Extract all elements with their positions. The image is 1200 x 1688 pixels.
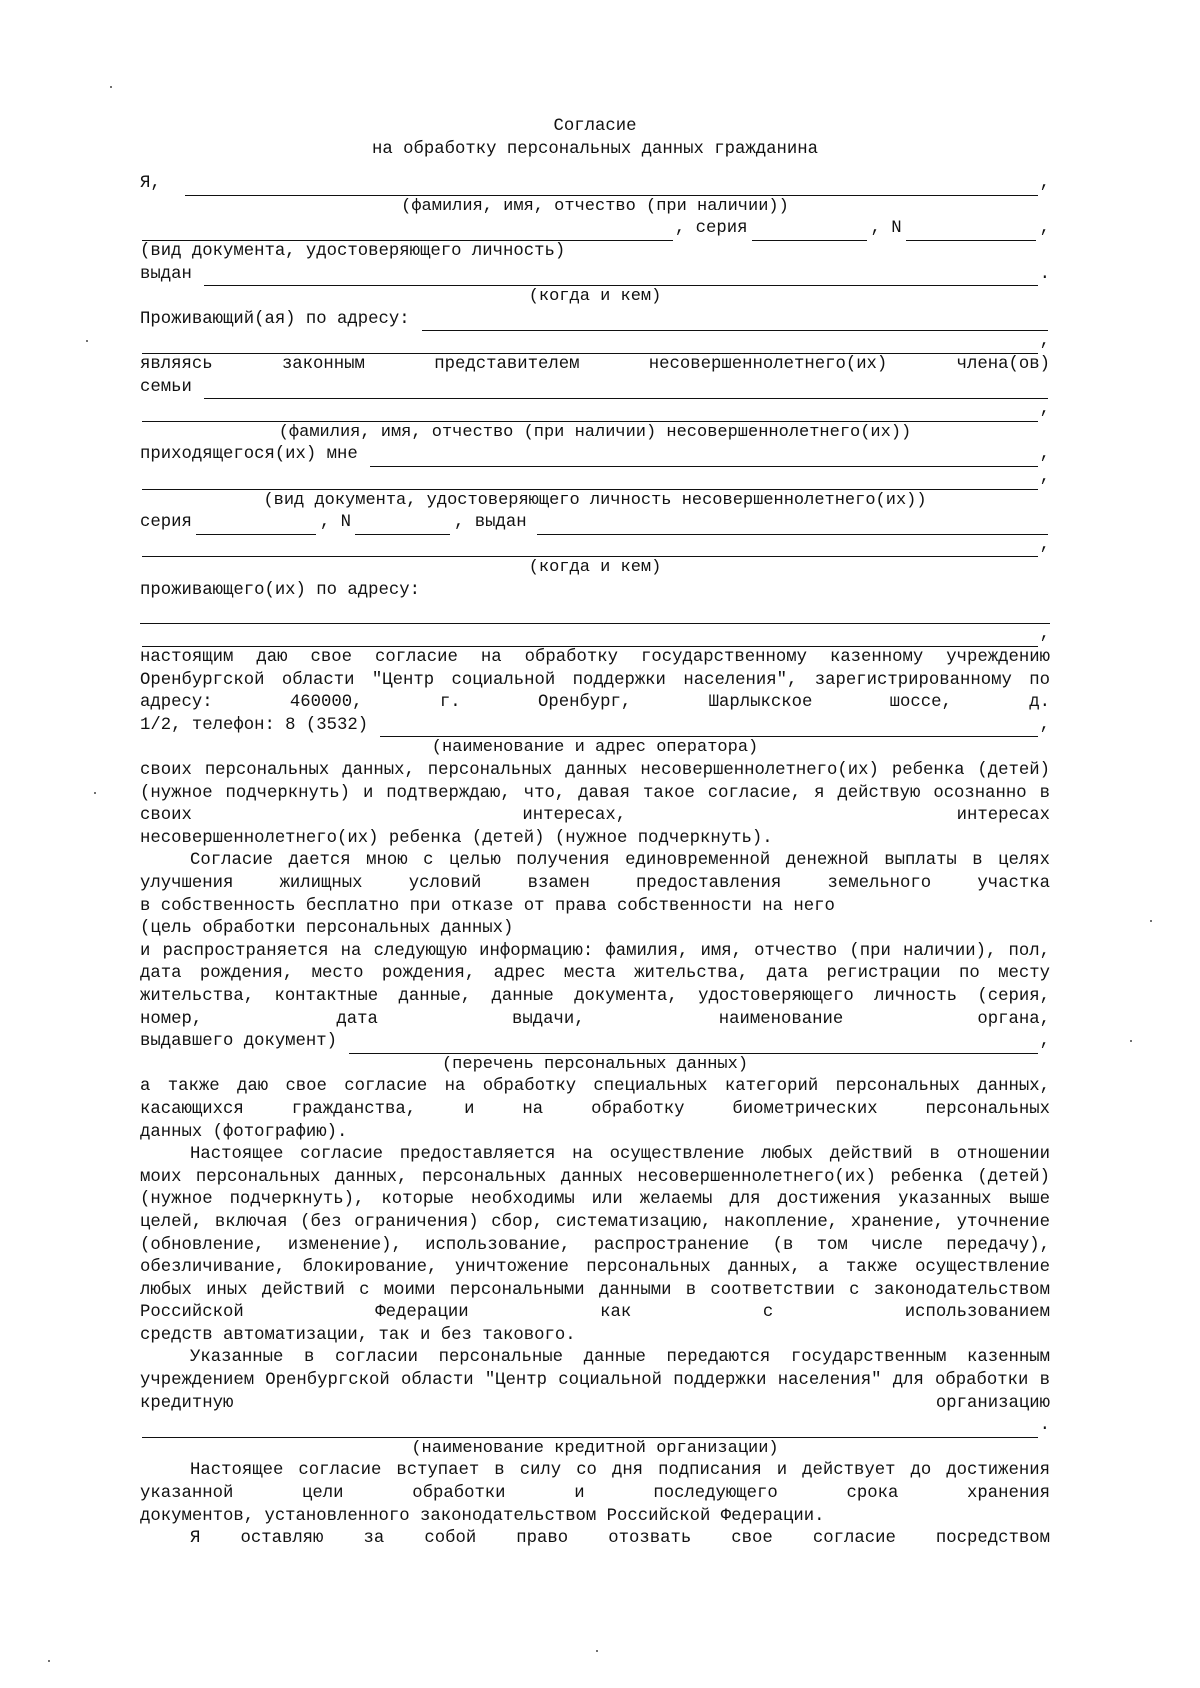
comma: , <box>1039 219 1050 239</box>
info-paragraph: и распространяется на следующую информацию: фамилия, имя, отчество (при наличии), пол, дата рождения, место рождения, адрес места жительства, дата регистрации по месту жительства, контактные данные, данные документа, удостоверяющего личность (серия, номер, дата выдачи, наименование органа, <box>140 941 1050 1029</box>
scan-speck <box>596 1650 598 1652</box>
operator-paragraph: настоящим даю свое согласие на обработку государственному казенному учреждению Оренбургской области "Центр социальной поддержки населения", зарегистрированному по адресу: 460000, г. Оренбург, Шарлыкское шоссе, д. <box>140 648 1050 713</box>
family-line <box>140 377 1050 400</box>
comma: , <box>1039 715 1050 735</box>
hint-fio: (фамилия, имя, отчество (при наличии)) <box>401 196 789 216</box>
number-field[interactable] <box>906 223 1036 241</box>
dot: . <box>1039 1416 1050 1436</box>
minor-fio-line-2 <box>140 399 1050 422</box>
comma: , <box>1039 625 1050 645</box>
fio-line <box>140 173 1050 196</box>
hint-purpose: (цель обработки персональных данных) <box>140 919 514 939</box>
hint-doc: (вид документа, удостоверяющего личность) <box>140 241 566 261</box>
seriya-field[interactable] <box>752 223 867 241</box>
comma: , <box>1039 400 1050 420</box>
hint-when-who-2: (когда и кем) <box>528 558 662 578</box>
vydan-label: выдан <box>140 264 192 284</box>
comma: , <box>1039 1032 1050 1052</box>
minor-issued-field-2[interactable] <box>142 539 1038 557</box>
bank-line <box>140 1415 1050 1438</box>
minor-fio-field-2[interactable] <box>142 404 1038 422</box>
comma: , <box>1039 467 1050 487</box>
minor-address-field-2[interactable] <box>142 629 1038 647</box>
validity-last: документов, установленного законодательством Российской Федерации. <box>140 1506 825 1526</box>
minor-doc-field[interactable] <box>142 472 1038 490</box>
address2-label: проживающего(их) по адресу: <box>140 580 421 600</box>
minor-doc-line <box>140 467 1050 490</box>
actions-paragraph: Настоящее согласие предоставляется на осуществление любых действий в отношении моих персональных данных, персональных данных несовершеннолетнего(их) ребенка (детей) (нужное подчеркнуть), которые необходимы или желаемы для достижения указанных выше целей, включая (без ограничения) сбор, систематизацию, накопление, хранение, уточнение (обновление, изменение), использование, распространение (в том числе передачу), обезличивание, блокирование, уничтожение персональных данных, а также осуществление любых иных действий с моими персональными данными в соответствии с законодательством Российской Федерации как с использованием <box>140 1145 1050 1323</box>
rep-word-5: члена(ов) <box>956 354 1050 374</box>
hint-when-who: (когда и кем) <box>528 287 662 307</box>
comma: , <box>1039 174 1050 194</box>
address-field-2[interactable] <box>142 336 1038 354</box>
address-line-2 <box>140 331 1050 354</box>
title-line-2: на обработку персональных данных гражданина <box>372 139 818 159</box>
rep-word-3: представителем <box>434 354 580 374</box>
transfer-paragraph: Указанные в согласии персональные данные передаются государственным казенным учреждением Оренбургской области "Центр социальной поддержки населения" для обработки в кредитную организацию <box>140 1348 1050 1413</box>
hint-fio-minor: (фамилия, имя, отчество (при наличии) несовершеннолетнего(их)) <box>278 422 912 442</box>
minor-address-field[interactable] <box>140 602 1050 624</box>
semyi-label: семьи <box>140 377 192 397</box>
minor-issued-line-2 <box>140 535 1050 558</box>
special-last: данных (фотографию). <box>140 1122 348 1142</box>
issued-field[interactable] <box>204 268 1038 286</box>
hint-list: (перечень персональных данных) <box>441 1054 749 1074</box>
bank-field[interactable] <box>142 1420 1038 1438</box>
relation-field[interactable] <box>370 449 1038 467</box>
title-line-1: Согласие <box>553 117 637 136</box>
minor-issued-field[interactable] <box>537 517 1048 535</box>
scan-speck <box>94 792 96 794</box>
hint-operator: (наименование и адрес оператора) <box>431 738 759 758</box>
ya-prefix: Я, <box>140 174 161 194</box>
hint-bank: (наименование кредитной организации) <box>411 1438 779 1458</box>
dot: . <box>1039 264 1050 284</box>
address-field[interactable] <box>422 313 1048 331</box>
actions-last: средств автоматизации, так и без такового. <box>140 1325 576 1345</box>
comma: , <box>1039 332 1050 352</box>
scan-speck <box>48 1660 50 1662</box>
special-paragraph: а также даю свое согласие на обработку специальных категорий персональных данных, касающихся гражданства, и на обработку биометрических персональных <box>140 1077 1050 1119</box>
own-data-last: несовершеннолетнего(их) ребенка (детей) (нужное подчеркнуть). <box>140 828 773 848</box>
document-type-field[interactable] <box>142 223 673 241</box>
issued-line <box>140 264 1050 287</box>
n-label: , N <box>870 219 902 239</box>
purpose-last: в собственность бесплатно при отказе от права собственности на него <box>140 896 835 916</box>
rep-word-2: законным <box>281 354 365 374</box>
validity-paragraph: Настоящее согласие вступает в силу со дня подписания и действует до достижения указанной цели обработки и последующего срока хранения <box>140 1461 1050 1504</box>
consent-form-page <box>140 116 1050 1551</box>
n2-label: , N <box>319 513 351 533</box>
rep-word-4: несовершеннолетнего(их) <box>648 354 888 374</box>
scan-speck <box>1130 1040 1132 1042</box>
info-tail: выдавшего документ) <box>140 1032 338 1052</box>
minor-number-field[interactable] <box>355 517 450 535</box>
minor-series-line <box>140 512 1050 535</box>
minor-address-line-2 <box>140 624 1050 647</box>
data-list-field[interactable] <box>349 1036 1038 1054</box>
scan-speck <box>86 340 88 342</box>
operator-phone: 1/2, телефон: 8 (3532) <box>140 715 369 735</box>
minor-seriya-field[interactable] <box>196 517 316 535</box>
own-data-paragraph: своих персональных данных, персональных данных несовершеннолетнего(их) ребенка (детей) (нужное подчеркнуть) и подтверждаю, что, давая такое согласие, я действую осознанно в своих интересах, интересах <box>140 761 1050 826</box>
seriya-label: , серия <box>674 219 748 239</box>
hint-doc-minor: (вид документа, удостоверяющего личность несовершеннолетнего(их)) <box>263 490 927 510</box>
comma: , <box>1039 445 1050 465</box>
minor-fio-field[interactable] <box>204 381 1048 399</box>
document-title <box>140 116 1050 161</box>
document-line <box>140 218 1050 241</box>
address-line <box>140 309 1050 332</box>
vydan2-label: , выдан <box>453 513 527 533</box>
scan-speck <box>1150 920 1152 922</box>
address-label: Проживающий(ая) по адресу: <box>140 309 410 329</box>
purpose-paragraph: Согласие дается мною с целью получения единовременной денежной выплаты в целях улучшения жилищных условий взамен предоставления земельного участка <box>140 851 1050 893</box>
info-tail-line <box>140 1031 1050 1054</box>
rep-word-1: являясь <box>140 354 213 374</box>
relation-line <box>140 444 1050 467</box>
seriya2-label: серия <box>140 513 192 533</box>
representative-line <box>140 354 1050 377</box>
operator-phone-line <box>140 715 1050 738</box>
prihod-label: приходящегося(их) мне <box>140 445 358 465</box>
comma: , <box>1039 535 1050 555</box>
fio-field[interactable] <box>185 178 1038 196</box>
operator-field[interactable] <box>380 719 1037 737</box>
revoke-paragraph: Я оставляю за собой право отозвать свое согласие посредством <box>190 1529 1050 1549</box>
scan-speck <box>110 86 112 88</box>
